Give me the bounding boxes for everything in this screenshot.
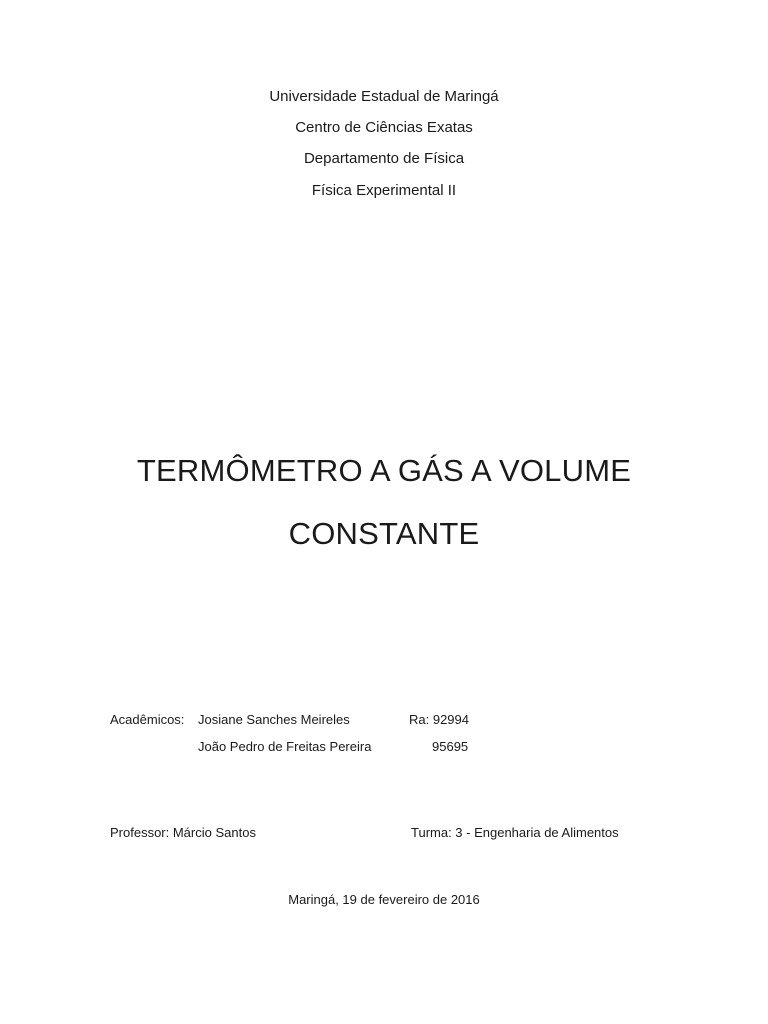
header-center: Centro de Ciências Exatas bbox=[295, 119, 473, 136]
student-name-2: João Pedro de Freitas Pereira bbox=[198, 739, 372, 754]
students-label: Acadêmicos: bbox=[110, 712, 185, 727]
student-ra-1: Ra: 92994 bbox=[409, 712, 469, 727]
document-title-line1: TERMÔMETRO A GÁS A VOLUME bbox=[136, 453, 632, 488]
header-department: Departamento de Física bbox=[303, 150, 465, 167]
turma-line: Turma: 3 - Engenharia de Alimentos bbox=[411, 825, 619, 840]
student-ra-2: 95695 bbox=[432, 739, 469, 754]
document-title-line2: CONSTANTE bbox=[288, 516, 480, 551]
place-date: Maringá, 19 de fevereiro de 2016 bbox=[288, 892, 480, 907]
header-course: Física Experimental II bbox=[311, 182, 457, 199]
header-university: Universidade Estadual de Maringá bbox=[269, 88, 499, 105]
professor-line: Professor: Márcio Santos bbox=[110, 825, 256, 840]
student-name-1: Josiane Sanches Meireles bbox=[198, 712, 350, 727]
